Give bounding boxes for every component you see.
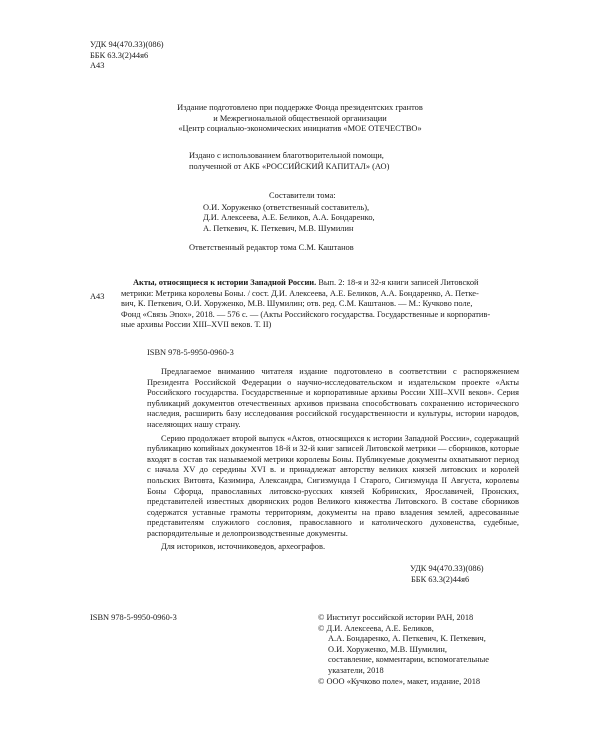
catalog-line-5: ные архивы России XIII–XVII веков. Т. II) xyxy=(121,320,272,330)
charity-note xyxy=(189,151,389,172)
catalog-line-1 xyxy=(133,278,518,289)
catalog-line-4: Фонд «Связь Эпох», 2018. — 576 с. — (Акты Российского государства. Государственные и корпоратив- xyxy=(121,309,491,319)
udk-code-bottom: УДК 94(470.33)(086) xyxy=(410,564,484,573)
copyright-line-1: © Институт российской истории РАН, 2018 xyxy=(318,613,474,622)
compilers-heading: Составители тома: xyxy=(269,191,336,200)
copyright-line-5: составление, комментарии, вспомогательные xyxy=(328,655,489,665)
responsible-editor: Ответственный редактор тома С.М. Каштанов xyxy=(189,243,354,253)
udk-code: УДК 94(470.33)(086) xyxy=(90,40,164,49)
catalog-line-2: метрики: Метрика королевы Боны. / сост. Д.И. Алексеева, А.Е. Беликов, А.А. Бондаренко, А. Петке- xyxy=(121,288,479,298)
compiler-line-3: А. Петкевич, К. Петкевич, М.В. Шумилин xyxy=(203,223,354,233)
support-line-3: «Центр социально-экономических инициатив «МОЕ ОТЕЧЕСТВО» xyxy=(178,124,422,134)
copyright-line-6: указатели, 2018 xyxy=(328,665,384,675)
isbn-top: ISBN 978-5-9950-0960-3 xyxy=(147,348,234,357)
bbk-code-bottom: ББК 63.3(2)44я6 xyxy=(411,574,470,584)
author-mark: А43 xyxy=(90,61,105,71)
annotation-paragraph-3: Для историков, источниковедов, археографов. xyxy=(161,541,326,551)
top-classification-codes xyxy=(90,40,164,72)
copyright-block xyxy=(318,613,489,687)
annotation-paragraph-1: Предлагаемое вниманию читателя издание подготовлено в соответствии с распоряжением Президента Российской Федерации о научно-исследовательском и издательском проекте «Акты Российского государства. Государственные и корпоративные архивы России XIII–XVII веков». Серия публикаций документов отечественных архивов призвана способствовать сохранению исторического наследия, расширить базу исследования российской государственности и культуры, истории народов, населяющих нашу страну. xyxy=(147,367,519,429)
catalog-entry xyxy=(121,278,518,331)
bbk-code: ББК 63.3(2)44я6 xyxy=(90,50,149,60)
copyright-line-3: А.А. Бондаренко, А. Петкевич, К. Петкевич, xyxy=(328,634,486,644)
catalog-title: Акты, относящиеся к истории Западной России. xyxy=(133,278,317,287)
grant-support-note xyxy=(100,103,500,135)
copyright-line-7: © ООО «Кучково поле», макет, издание, 2018 xyxy=(318,676,481,686)
compilers-block xyxy=(189,191,375,254)
copyright-line-4: О.И. Хоруженко, М.В. Шумилин, xyxy=(328,644,447,654)
charity-line-1: Издано с использованием благотворительной помощи, xyxy=(189,151,384,160)
catalog-line-1-rest: Вып. 2: 18-я и 32-я книги записей Литовской xyxy=(316,278,479,287)
isbn-bottom: ISBN 978-5-9950-0960-3 xyxy=(90,613,177,622)
copyright-line-2: © Д.И. Алексеева, А.Е. Беликов, xyxy=(318,623,434,633)
bottom-classification-codes xyxy=(410,564,484,585)
annotation-block xyxy=(147,367,519,552)
support-line-1: Издание подготовлено при поддержке Фонда президентских грантов xyxy=(177,103,423,112)
catalog-line-3: вич, К. Петкевич, О.И. Хоруженко, М.В. Шумилин; отв. ред. С.М. Каштанов. — М.: Кучково поле, xyxy=(121,299,473,309)
compiler-line-2: Д.И. Алексеева, А.Е. Беликов, А.А. Бондаренко, xyxy=(203,213,375,223)
charity-line-2: полученной от АКБ «РОССИЙСКИЙ КАПИТАЛ» (АО) xyxy=(189,161,390,171)
annotation-paragraph-2: Серию продолжает второй выпуск «Актов, относящихся к истории Западной России», содержащий публикацию копийных документов 18-й и 32-й книг записей Литовской метрики — сборников, которые входят в состав так называемой метрики королевы Боны. Публикуемые документы охватывают период с начала XV до середины XVI в. и принадлежат авторству великих князей литовских и королей польских Витовта, Казимира, Александра, Сигизмунда I Старого, Сигизмунда II Августа, королевы Боны Сфорца, православных литовско-русских князей Кобринских, Ярославичей, Пронских, представителей известных дворянских родов Великого княжества Литовского. В составе сборников содержатся уставные грамоты территориям, документы на право владения землей, адресованные представителям служилого сословия, православного и католического духовенства, судебные, распорядительные и делопроизводственные документы. xyxy=(147,433,519,538)
compiler-line-1: О.И. Хоруженко (ответственный составитель), xyxy=(203,202,370,212)
catalog-mark: А43 xyxy=(90,292,105,301)
support-line-2: и Межрегиональной общественной организации xyxy=(213,113,387,123)
